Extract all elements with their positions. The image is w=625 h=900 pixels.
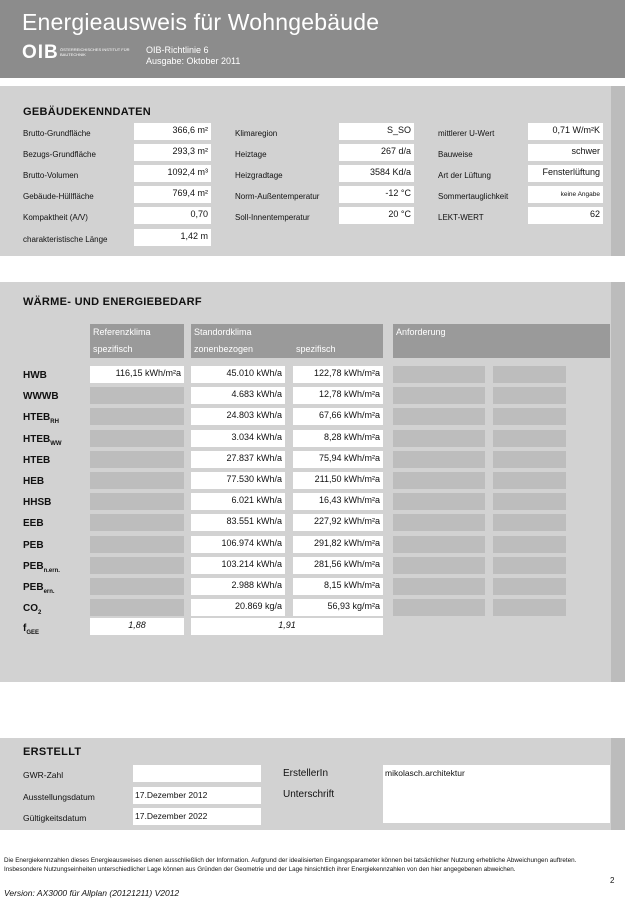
requirement-cell <box>393 408 485 425</box>
reference-value-cell <box>90 408 184 425</box>
disclaimer-text: Die Energiekennzahlen dieses Energieausweises dienen ausschließlich der Information. Aufgrund der idealisierten Eingangsparameter können bei tatsächlicher Nutzung erhebliche Abweichungen auftreten. Insbesondere Nutzungseinheiten unterschiedlicher Lage können aus Gründen der Geometrie und der Lage hinsichtlich ihrer Energiekennzahlen von den hier angegebenen abweichen. <box>4 857 577 873</box>
edition-label: Ausgabe: Oktober 2011 <box>146 56 241 66</box>
energy-row-label <box>23 497 51 508</box>
energy-row-name: PEB <box>23 582 44 593</box>
valid-date-label: Gültigkeitsdatum <box>23 813 87 823</box>
zone-value-cell: 45.010 kWh/a <box>191 366 285 383</box>
page-title: Energieausweis für Wohngebäude <box>22 9 380 35</box>
climate-region-label: Klimaregion <box>235 129 278 138</box>
requirement-cell <box>393 366 485 383</box>
reference-floor-area-label: Bezugs-Grundfläche <box>23 150 96 159</box>
summer-suitability-value: keine Angabe <box>528 186 603 203</box>
zone-value-cell: 27.837 kWh/a <box>191 451 285 468</box>
reference-value-cell: 116,15 kWh/m²a <box>90 366 184 383</box>
requirement-cell <box>493 578 566 595</box>
zone-value-cell: 4.683 kWh/a <box>191 387 285 404</box>
design-outdoor-temp-value: -12 °C <box>339 186 414 203</box>
heating-degree-days-value: 3584 Kd/a <box>339 165 414 182</box>
requirement-cell <box>393 557 485 574</box>
header-bar <box>0 0 625 78</box>
building-data-section <box>0 86 625 256</box>
site-climate-header <box>191 324 383 358</box>
energy-row-label <box>23 434 62 447</box>
mean-u-value-label: mittlerer U-Wert <box>438 129 495 138</box>
reference-value-cell <box>90 493 184 510</box>
summer-suitability-label: Sommertauglichkeit <box>438 192 509 201</box>
specific-value-cell: 12,78 kWh/m²a <box>293 387 383 404</box>
specific-value-cell: 67,66 kWh/m²a <box>293 408 383 425</box>
specific-value-cell: 8,28 kWh/m²a <box>293 430 383 447</box>
created-section <box>0 738 625 830</box>
zone-value-cell: 103.214 kWh/a <box>191 557 285 574</box>
guideline-label: OIB-Richtlinie 6 <box>146 45 209 55</box>
created-heading: ERSTELLT <box>23 746 82 758</box>
signature-label: Unterschrift <box>283 789 335 800</box>
energy-row-label <box>23 582 55 595</box>
valid-date-value: 17.Dezember 2022 <box>133 808 261 825</box>
energy-row-label <box>23 540 44 551</box>
gwr-value <box>133 765 261 782</box>
energy-row-name: HWB <box>23 370 47 381</box>
energy-row-subscript: n.ern. <box>43 567 60 574</box>
climate-region-value: S_SO <box>339 123 414 140</box>
gross-volume-value: 1092,4 m³ <box>134 165 211 182</box>
energy-row-subscript: RH <box>50 419 59 426</box>
oib-logo <box>22 42 140 68</box>
heating-days-label: Heiztage <box>235 150 267 159</box>
requirement-cell <box>393 599 485 616</box>
energy-row-label <box>23 370 47 381</box>
requirement-header <box>393 324 610 358</box>
zone-value-cell: 77.530 kWh/a <box>191 472 285 489</box>
requirement-cell <box>393 514 485 531</box>
lek-value-value: 62 <box>528 207 603 224</box>
reference-value-cell <box>90 578 184 595</box>
specific-value-cell: 227,92 kWh/m²a <box>293 514 383 531</box>
energy-row-label <box>23 391 59 402</box>
reference-floor-area-value: 293,3 m² <box>134 144 211 161</box>
energy-row-name: HTEB <box>23 454 51 466</box>
requirement-cell <box>493 387 566 404</box>
gross-volume-label: Brutto-Volumen <box>23 171 79 180</box>
requirement-cell <box>493 557 566 574</box>
requirement-cell <box>393 493 485 510</box>
construction-type-value: schwer <box>528 144 603 161</box>
reference-value-cell <box>90 599 184 616</box>
characteristic-length-label: charakteristische Länge <box>23 235 108 244</box>
envelope-area-label: Gebäude-Hüllfläche <box>23 192 94 201</box>
fgee-site-value: 1,91 <box>191 618 383 635</box>
specific-value-cell: 8,15 kWh/m²a <box>293 578 383 595</box>
design-outdoor-temp-label: Norm-Außentemperatur <box>235 192 320 201</box>
specific-value-cell: 122,78 kWh/m²a <box>293 366 383 383</box>
energy-row-label <box>23 561 60 574</box>
reference-climate-title: Referenzklima <box>93 327 151 337</box>
energy-row-label <box>23 603 41 616</box>
energy-row-name: PEB <box>23 560 44 572</box>
issue-date-value: 17.Dezember 2012 <box>133 787 261 804</box>
energy-row-label <box>23 455 50 466</box>
energy-row-name: CO <box>23 603 38 615</box>
envelope-area-value: 769,4 m² <box>134 186 211 203</box>
compactness-value: 0,70 <box>134 207 211 224</box>
energy-row-name: HEB <box>23 476 45 487</box>
energy-row-label <box>23 518 44 529</box>
energy-row-name: HTEB <box>23 412 51 424</box>
compactness-label: Kompaktheit (A/V) <box>23 213 88 222</box>
header-meta <box>146 45 240 67</box>
zone-value-cell: 24.803 kWh/a <box>191 408 285 425</box>
site-climate-zone-label: zonenbezogen <box>194 344 254 354</box>
requirement-cell <box>493 472 566 489</box>
energy-row-label <box>23 476 44 487</box>
reference-value-cell <box>90 387 184 404</box>
specific-value-cell: 211,50 kWh/m²a <box>293 472 383 489</box>
lek-value-label: LEKT-WERT <box>438 213 484 222</box>
energy-row-label <box>23 412 59 425</box>
reference-value-cell <box>90 557 184 574</box>
reference-value-cell <box>90 536 184 553</box>
zone-value-cell: 83.551 kWh/a <box>191 514 285 531</box>
site-climate-spec-label: spezifisch <box>296 344 336 354</box>
indoor-temp-label: Soll-Innentemperatur <box>235 213 310 222</box>
gwr-label: GWR-Zahl <box>23 770 64 780</box>
fgee-label <box>23 623 39 636</box>
energy-demand-heading: WÄRME- UND ENERGIEBEDARF <box>23 296 202 308</box>
heating-degree-days-label: Heizgradtage <box>235 171 283 180</box>
requirement-cell <box>493 451 566 468</box>
version-text: Version: AX3000 für Allplan (20121211) V2012 <box>4 888 180 898</box>
page-number: 2 <box>610 876 615 885</box>
requirement-cell <box>493 430 566 447</box>
requirement-cell <box>393 472 485 489</box>
energy-row-subscript: 2 <box>38 610 42 617</box>
energy-row-name: PEB <box>23 539 44 551</box>
heating-days-value: 267 d/a <box>339 144 414 161</box>
specific-value-cell: 281,56 kWh/m²a <box>293 557 383 574</box>
specific-value-cell: 75,94 kWh/m²a <box>293 451 383 468</box>
zone-value-cell: 106.974 kWh/a <box>191 536 285 553</box>
requirement-title: Anforderung <box>396 327 446 337</box>
requirement-cell <box>493 536 566 553</box>
requirement-cell <box>393 430 485 447</box>
zone-value-cell: 6.021 kWh/a <box>191 493 285 510</box>
characteristic-length-value: 1,42 m <box>134 229 211 246</box>
fgee-name: f <box>23 623 27 634</box>
logo-subtitle: ÖSTERREICHISCHES INSTITUT FÜR BAUTECHNIK <box>60 47 130 57</box>
logo-text: OIB <box>22 42 59 63</box>
reference-value-cell <box>90 451 184 468</box>
requirement-cell <box>493 599 566 616</box>
fgee-sub: GEE <box>26 630 40 636</box>
energy-row-subscript: ern. <box>43 589 55 595</box>
reference-value-cell <box>90 514 184 531</box>
site-climate-title: Standordklima <box>194 327 252 337</box>
energy-demand-section <box>0 282 625 682</box>
requirement-cell <box>393 536 485 553</box>
specific-value-cell: 56,93 kg/m²a <box>293 599 383 616</box>
building-data-heading: GEBÄUDEKENNDATEN <box>23 106 152 118</box>
requirement-cell <box>393 451 485 468</box>
energy-row-name: HHSB <box>23 497 52 509</box>
energy-row-subscript: WW <box>50 440 62 447</box>
gross-floor-area-label: Brutto-Grundfläche <box>23 129 91 138</box>
specific-value-cell: 16,43 kWh/m²a <box>293 493 383 510</box>
requirement-cell <box>493 514 566 531</box>
reference-climate-subtitle: spezifisch <box>93 344 133 354</box>
ventilation-type-label: Art der Lüftung <box>438 171 491 180</box>
mean-u-value-value: 0,71 W/m²K <box>528 123 603 140</box>
issue-date-label: Ausstellungsdatum <box>23 792 95 802</box>
construction-type-label: Bauweise <box>438 150 473 159</box>
fgee-reference-value: 1,88 <box>90 618 184 635</box>
reference-value-cell <box>90 472 184 489</box>
creator-label: ErstellerIn <box>283 768 329 779</box>
energy-row-name: WWWB <box>23 391 59 403</box>
creator-value: mikolasch.architektur <box>383 765 610 823</box>
energy-row-name: HTEB <box>23 433 51 445</box>
ventilation-type-value: Fensterlüftung <box>528 165 603 182</box>
indoor-temp-value: 20 °C <box>339 207 414 224</box>
energy-row-name: EEB <box>23 518 44 530</box>
specific-value-cell: 291,82 kWh/m²a <box>293 536 383 553</box>
zone-value-cell: 2.988 kWh/a <box>191 578 285 595</box>
requirement-cell <box>493 408 566 425</box>
zone-value-cell: 20.869 kg/a <box>191 599 285 616</box>
requirement-cell <box>393 578 485 595</box>
reference-climate-header <box>90 324 184 358</box>
gross-floor-area-value: 366,6 m² <box>134 123 211 140</box>
requirement-cell <box>493 493 566 510</box>
requirement-cell <box>493 366 566 383</box>
zone-value-cell: 3.034 kWh/a <box>191 430 285 447</box>
reference-value-cell <box>90 430 184 447</box>
requirement-cell <box>393 387 485 404</box>
